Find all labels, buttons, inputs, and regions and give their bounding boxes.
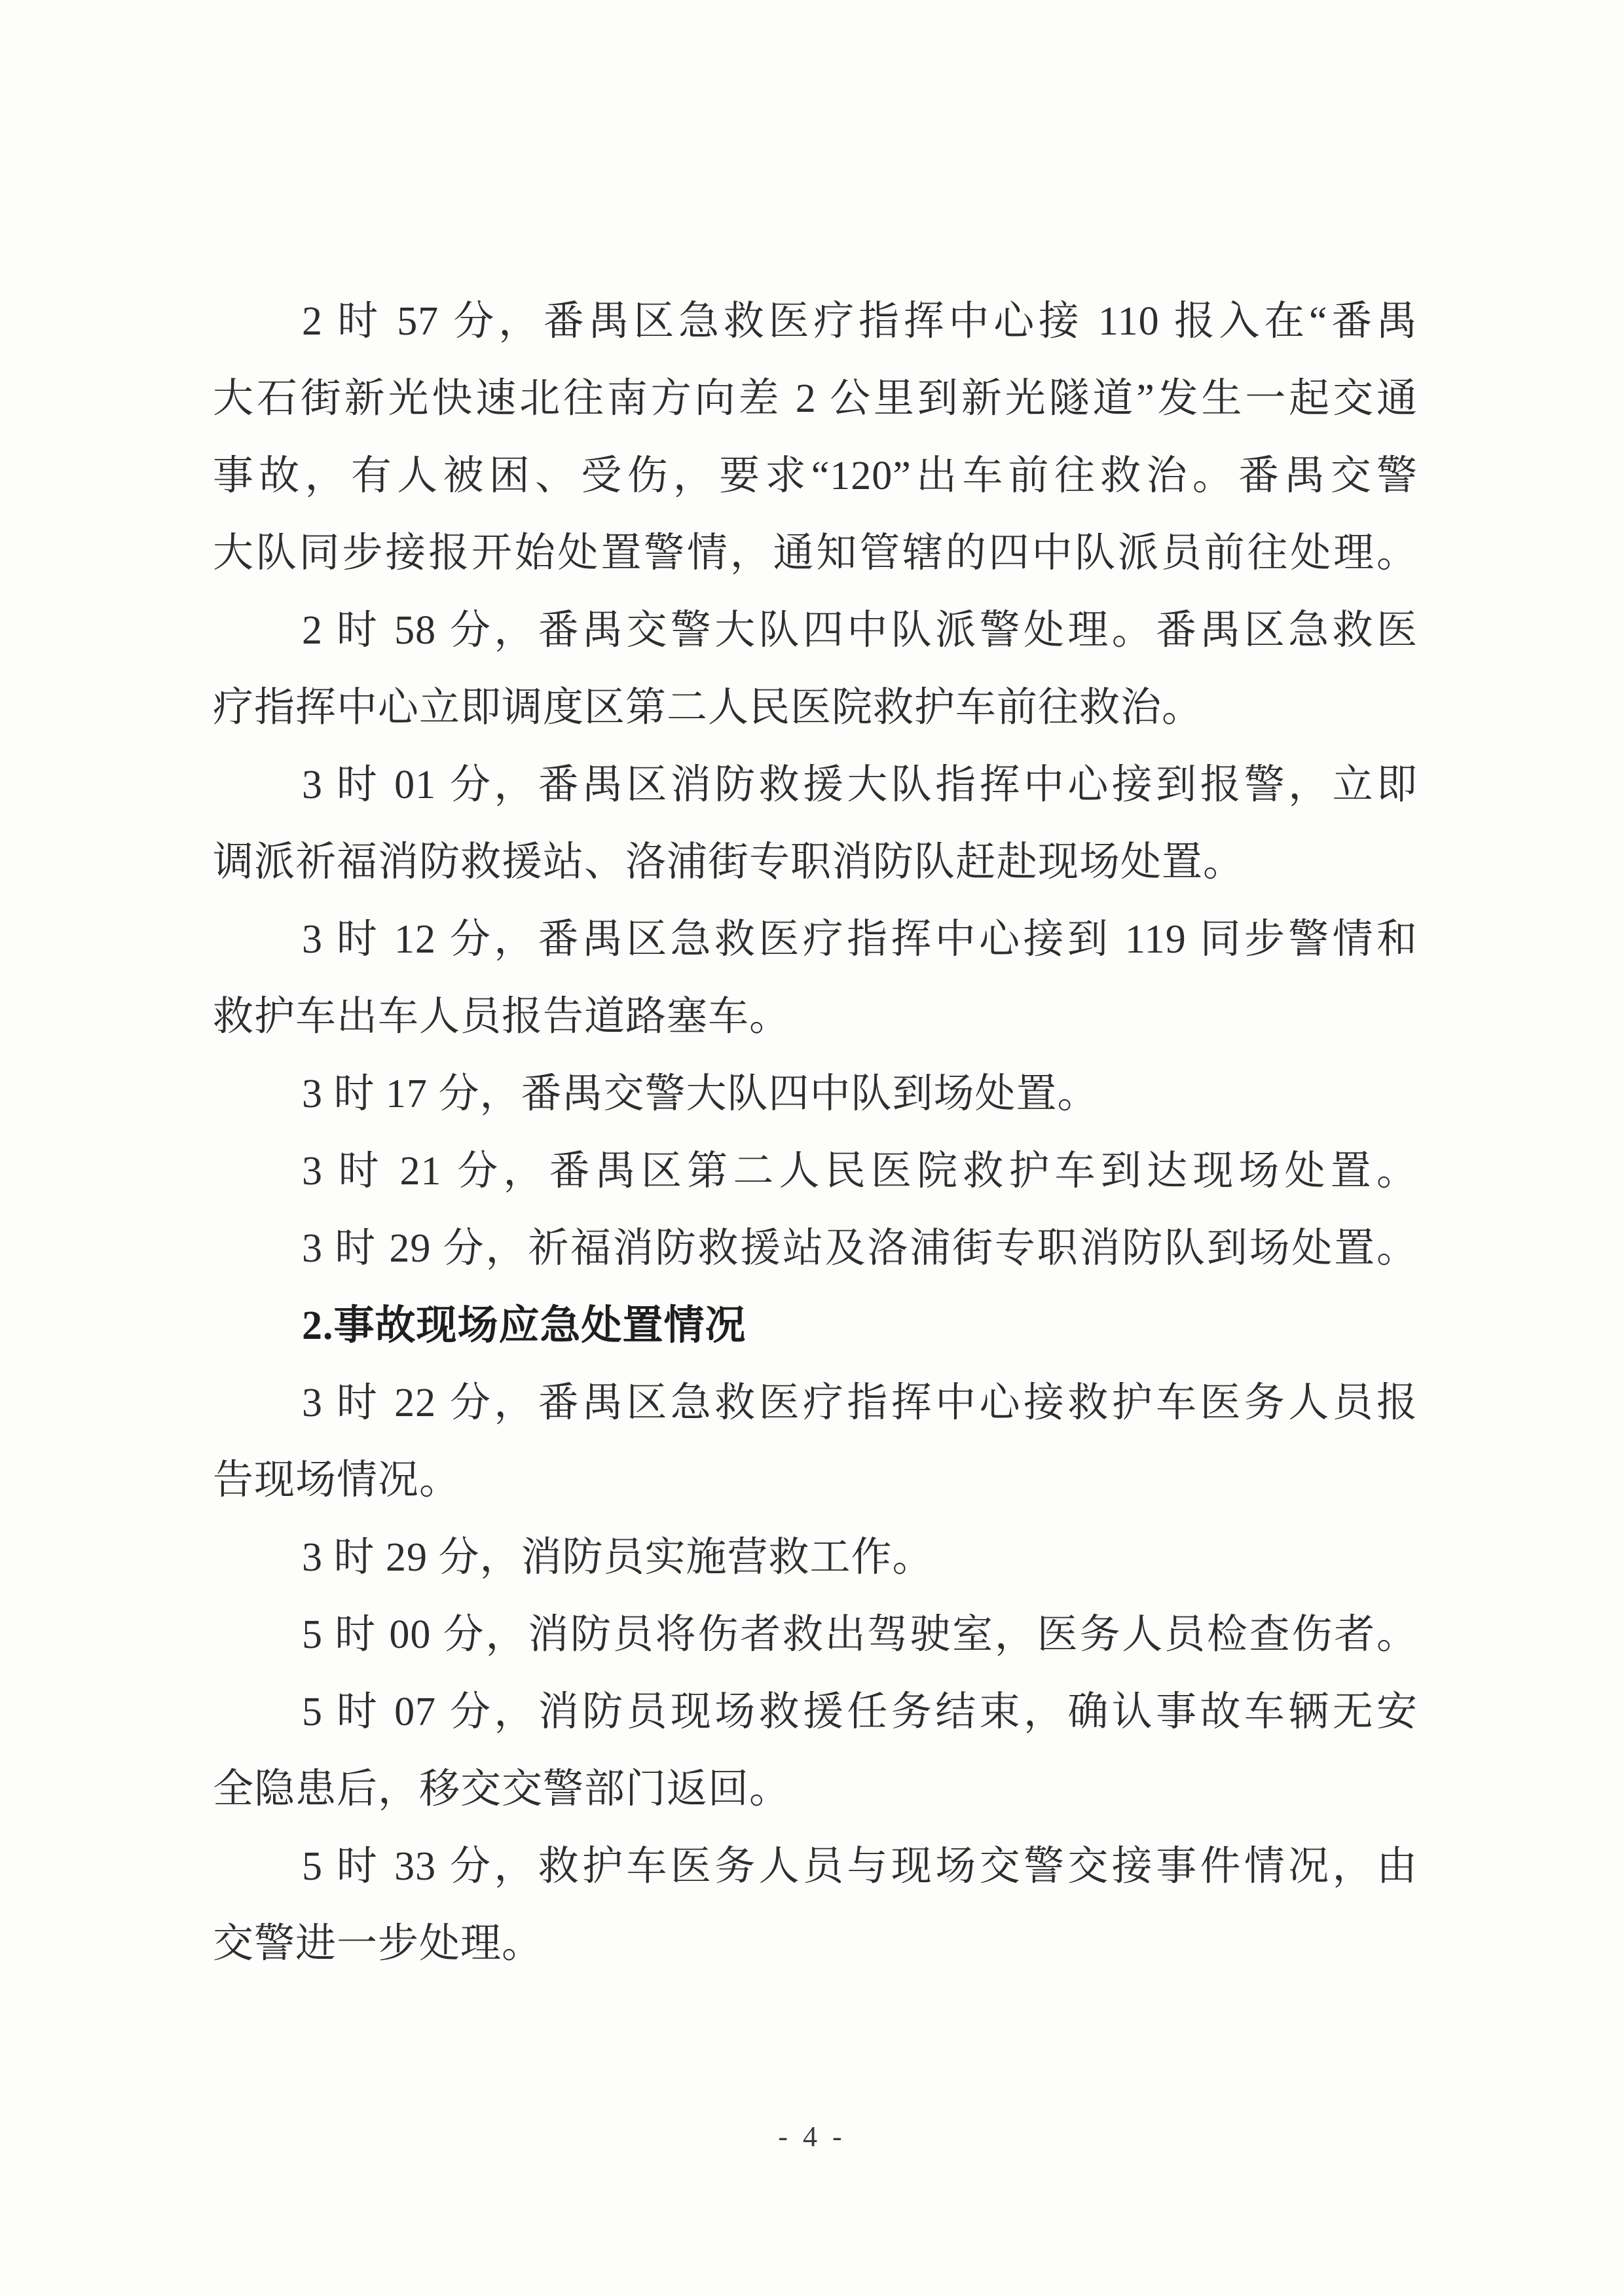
- section-heading: 2.事故现场应急处置情况: [302, 1303, 747, 1348]
- text-line: 救护车出车人员报告道路塞车。: [213, 994, 791, 1039]
- text-line: 2 时 57 分，番禺区急救医疗指挥中心接 110 报入在“番禺: [302, 299, 1418, 344]
- text-line: 3 时 12 分，番禺区急救医疗指挥中心接到 119 同步警情和: [302, 917, 1418, 962]
- text-line: 5 时 00 分，消防员将伤者救出驾驶室，医务人员检查伤者。: [302, 1613, 1418, 1657]
- text-line: 3 时 22 分，番禺区急救医疗指挥中心接救护车医务人员报: [302, 1381, 1418, 1425]
- page-number: - 4 -: [778, 2121, 846, 2153]
- text-line: 5 时 33 分，救护车医务人员与现场交警交接事件情况，由: [302, 1844, 1418, 1889]
- text-line: 告现场情况。: [213, 1458, 461, 1503]
- text-line: 3 时 21 分，番禺区第二人民医院救护车到达现场处置。: [302, 1149, 1418, 1194]
- text-line: 交警进一步处理。: [213, 1922, 544, 1966]
- text-line: 大石街新光快速北往南方向差 2 公里到新光隧道”发生一起交通: [213, 376, 1418, 421]
- text-line: 全隐患后，移交交警部门返回。: [213, 1767, 791, 1812]
- body-text-block: [213, 283, 1418, 1982]
- text-line: 2 时 58 分，番禺交警大队四中队派警处理。番禺区急救医: [302, 608, 1418, 653]
- text-line: 3 时 29 分，消防员实施营救工作。: [302, 1535, 934, 1580]
- text-line: 事故，有人被困、受伤，要求“120”出车前往救治。番禺交警: [213, 454, 1418, 498]
- text-line: 调派祈福消防救援站、洛浦街专职消防队赶赴现场处置。: [213, 840, 1245, 884]
- text-line: 3 时 17 分，番禺交警大队四中队到场处置。: [302, 1072, 1099, 1116]
- text-line: 大队同步接报开始处置警情，通知管辖的四中队派员前往处理。: [213, 531, 1418, 575]
- text-line: 3 时 29 分，祈福消防救援站及洛浦街专职消防队到场处置。: [302, 1226, 1418, 1271]
- text-line: 疗指挥中心立即调度区第二人民医院救护车前往救治。: [213, 685, 1204, 730]
- text-line: 5 时 07 分，消防员现场救援任务结束，确认事故车辆无安: [302, 1690, 1418, 1734]
- text-line: 3 时 01 分，番禺区消防救援大队指挥中心接到报警，立即: [302, 763, 1418, 807]
